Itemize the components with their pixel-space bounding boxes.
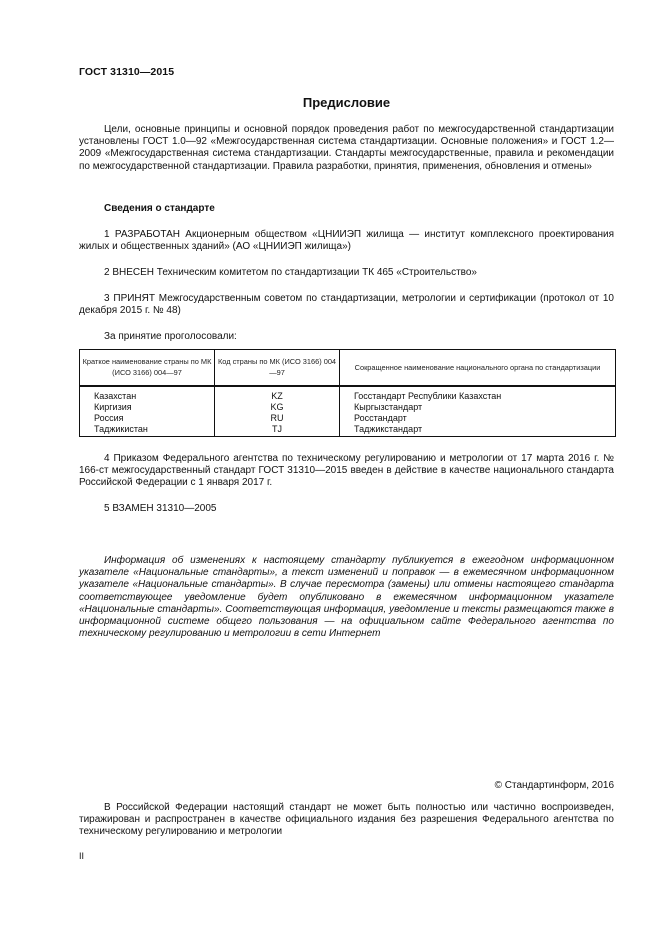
section-heading: Сведения о стандарте (104, 203, 215, 214)
national-body: Росстандарт (340, 413, 616, 424)
table-row (80, 413, 616, 424)
national-body: Кыргызстандарт (340, 402, 616, 413)
country-code: KZ (215, 386, 340, 402)
document-code: ГОСТ 31310—2015 (79, 66, 175, 78)
header-country-name: Краткое наименование страны по МК (ИСО 3166) 004—97 (80, 350, 215, 387)
table-row (80, 402, 616, 413)
country-name: Таджикистан (80, 424, 215, 437)
page-title: Предисловие (302, 95, 391, 110)
country-name: Киргизия (80, 402, 215, 413)
table-row (80, 424, 616, 437)
page-number: II (79, 851, 85, 861)
item-adopted: 3 ПРИНЯТ Межгосударственным советом по стандартизации, метрологии и сертификации (протокол от 10 декабря 2015 г. № 48) (79, 293, 614, 317)
item-developed: 1 РАЗРАБОТАН Акционерным обществом «ЦНИИЭП жилища — институт комплексного проектирования жилых и общественных зданий» (АО «ЦНИИЭП жилища») (79, 229, 614, 253)
vote-table (79, 349, 616, 437)
reproduction-notice: В Российской Федерации настоящий стандарт не может быть полностью или частично воспроизведен, тиражирован и распространен в качестве официального издания без разрешения Федерального агентства по техническому регулированию и метрологии (79, 802, 614, 838)
national-body: Таджикстандарт (340, 424, 616, 437)
country-code: KG (215, 402, 340, 413)
table-row (80, 386, 616, 402)
country-code: RU (215, 413, 340, 424)
country-name: Россия (80, 413, 215, 424)
country-name: Казахстан (80, 386, 215, 402)
vote-label: За принятие проголосовали: (104, 331, 237, 342)
national-body: Госстандарт Республики Казахстан (340, 386, 616, 402)
changes-notice: Информация об изменениях к настоящему стандарту публикуется в ежегодном информационном указателе «Национальные стандарты», а текст изменений и поправок — в ежемесячном информационном указателе «Национальные стандарты». В случае пересмотра (замены) или отмены настоящего стандарта соответствующее уведомление будет опубликовано в ежемесячном информационном указателе «Национальные стандарты». Соответствующая информация, уведомление и тексты размещаются также в информационной системе общего пользования — на официальном сайте Федерального агентства по техническому регулированию и метрологии в сети Интернет (79, 555, 614, 640)
item-introduced: 2 ВНЕСЕН Техническим комитетом по стандартизации ТК 465 «Строительство» (104, 267, 477, 278)
intro-paragraph: Цели, основные принципы и основной порядок проведения работ по межгосударственной стандартизации установлены ГОСТ 1.0—92 «Межгосударственная система стандартизации. Основные положения» и ГОСТ 1.2—2009 «Межгосударственная система стандартизации. Стандарты межгосударственные, правила и рекомендации по межгосударственной стандартизации. Правила разработки, принятия, применения, обновления и отмены» (79, 124, 614, 172)
header-national-body: Сокращенное наименование национального органа по стандартизации (340, 350, 616, 387)
copyright: © Стандартинформ, 2016 (494, 780, 614, 791)
header-country-code: Код страны по МК (ИСО 3166) 004—97 (215, 350, 340, 387)
vote-table-header (80, 350, 616, 387)
country-code: TJ (215, 424, 340, 437)
item-enacted: 4 Приказом Федерального агентства по техническому регулированию и метрологии от 17 марта 2016 г. № 166-ст межгосударственный стандарт ГОСТ 31310—2015 введен в действие в качестве национального стандарта Российской Федерации с 1 января 2017 г. (79, 453, 614, 489)
item-replaces: 5 ВЗАМЕН 31310—2005 (104, 503, 217, 514)
